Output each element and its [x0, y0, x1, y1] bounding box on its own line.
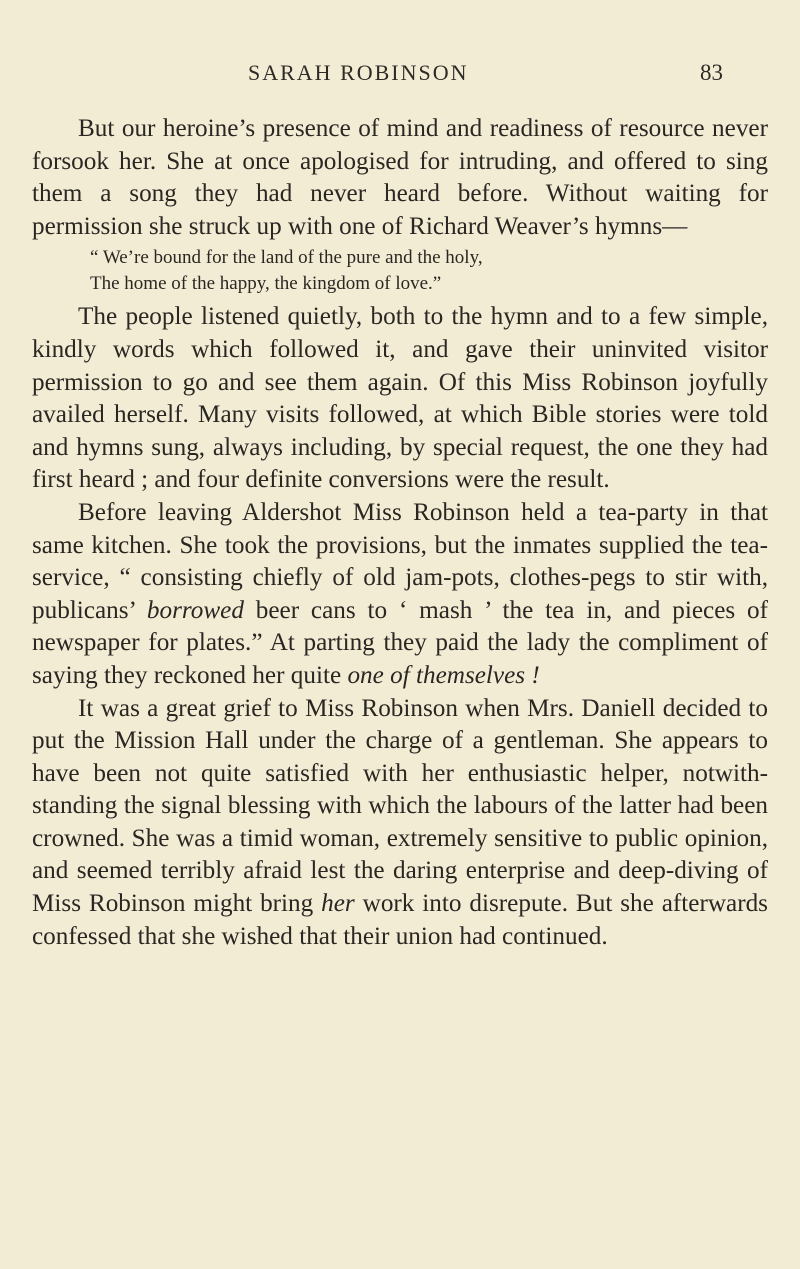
page-number: 83	[700, 60, 723, 85]
paragraph-3-text-a: Before leaving Aldershot Miss Robinson held a tea-party in that same kitchen. She took the provisions, but the inmates supplied the tea-service, “ consisting chiefly of old jam-pots, clothes-pegs to stir with, publicans’	[32, 498, 768, 624]
paragraph-4-text-a: It was a great grief to Miss Robinson when Mrs. Daniell decided to put the Mission Hall under the charge of a gentleman. She appears to have been not quite satisfied with her enthusiastic helper, notwithstanding the signal blessing with which the labours of the latter had been crowned. She was a timid woman, extremely sensitive to public opinion, and seemed terribly afraid lest the daring enterprise and deep-diving of Miss Robinson might bring	[32, 694, 768, 918]
paragraph-2: The people listened quietly, both to the hymn and to a few simple, kindly words which followed it, and gave their uninvited visitor permission to go and see them again. Of this Miss Robinson joyfully availed herself. Many visits followed, at which Bible stories were told and hymns sung, always including, by special request, the one they had first heard ; and four definite conversions were the result.	[32, 303, 768, 494]
paragraph-4-text-b: work into disrepute. But she afterwards confessed that she wished that their union had continued.	[32, 890, 768, 950]
quote-line-2: The home of the happy, the kingdom of love.”	[90, 273, 442, 295]
paragraph-3-italic-borrowed: borrowed	[146, 596, 244, 624]
paragraph-3-italic-themselves: one of themselves !	[347, 661, 540, 689]
paragraph-4-italic-her: her	[321, 890, 355, 918]
hymn-quotation	[32, 245, 768, 297]
paragraph-3-text-b: beer cans to ‘ mash ’ the tea in, and pieces of newspaper for plates.” At parting they paid the lady the compliment of saying they reckoned her quite	[32, 596, 768, 689]
page-body	[32, 113, 768, 953]
running-head: SARAH ROBINSON	[248, 60, 469, 85]
paragraph-4	[32, 693, 768, 954]
paragraph-1: But our heroine’s presence of mind and readiness of resource never forsook her. She at once apologised for intruding, and offered to sing them a song they had never heard before. Without waiting for permission she struck up with one of Richard Weaver’s hymns—	[32, 115, 768, 240]
quote-line-1: “ We’re bound for the land of the pure and the holy,	[90, 247, 483, 269]
page-header	[0, 60, 800, 94]
paragraph-3	[32, 497, 768, 693]
